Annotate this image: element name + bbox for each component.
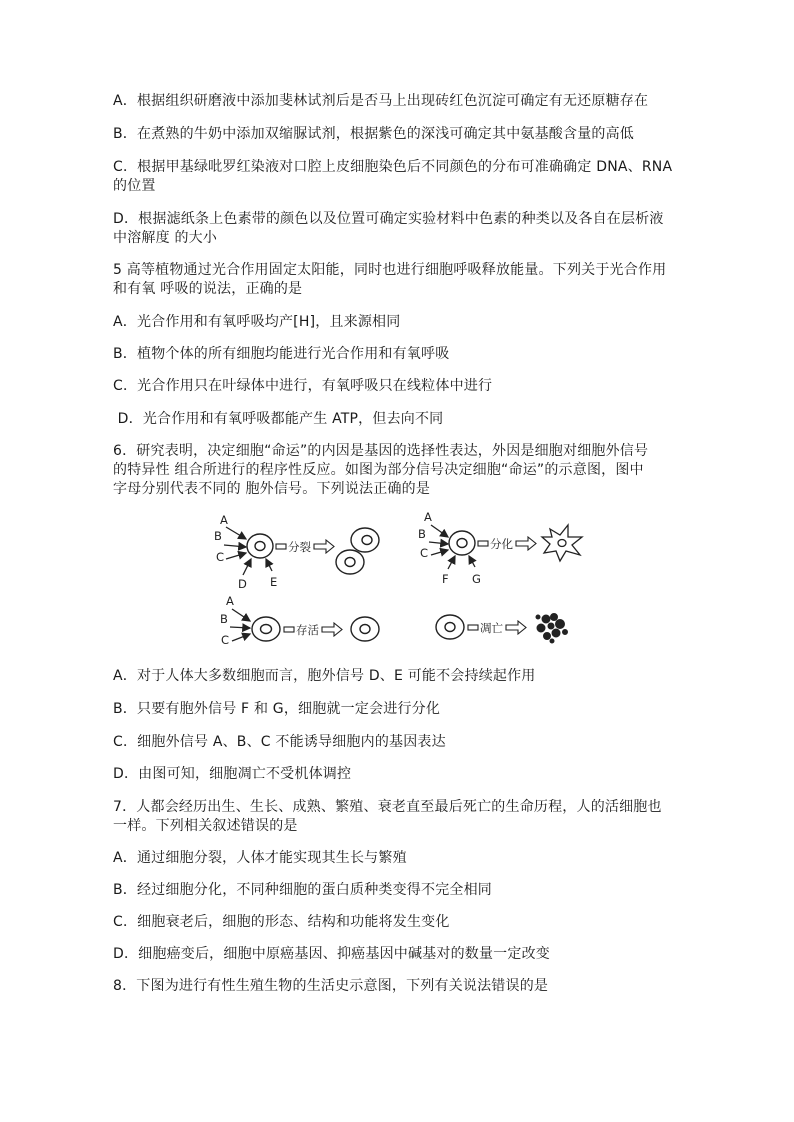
q5-option-b: B．植物个体的所有细胞均能进行光合作用和有氧呼吸 [113, 346, 450, 362]
q7-option-a: A．通过细胞分裂，人体才能实现其生长与繁殖 [113, 850, 407, 866]
q6-stem-line1: 6．研究表明，决定细胞“命运”的内因是基因的选择性表达，外因是细胞对细胞外信号 [113, 443, 649, 459]
process-division: 分裂 [288, 540, 311, 554]
signal-a-2: A [424, 510, 432, 524]
q4-option-a: A．根据组织研磨液中添加斐林试剂后是否马上出现砖红色沉淀可确定有无还原糖存在 [113, 93, 649, 109]
q7-stem-line1: 7．人都会经历出生、生长、成熟、繁殖、衰老直至最后死亡的生命历程，人的活细胞也 [113, 799, 662, 815]
signal-c-2: C [420, 546, 429, 560]
apoptotic-cell-icon [536, 614, 568, 644]
signal-a: A [220, 513, 228, 527]
q5-stem-line2: 和有氧 呼吸的说法，正确的是 [113, 281, 303, 297]
panel-apoptosis [436, 614, 568, 644]
signal-a-3: A [226, 594, 234, 608]
signal-e: E [270, 575, 278, 589]
signal-f: F [442, 572, 449, 586]
q5-stem-line1: 5 高等植物通过光合作用固定太阳能，同时也进行细胞呼吸释放能量。下列关于光合作用 [113, 262, 667, 278]
signal-c: C [216, 550, 225, 564]
panel-division [214, 513, 379, 591]
signal-b-3: B [220, 612, 228, 626]
q7-option-d: D．细胞癌变后，细胞中原癌基因、抑癌基因中碱基对的数量一定改变 [113, 946, 550, 962]
q7-option-b: B．经过细胞分化，不同种细胞的蛋白质种类变得不完全相同 [113, 882, 493, 898]
panel-differentiation [418, 510, 582, 586]
q6-option-c: C．细胞外信号 A、B、C 不能诱导细胞内的基因表达 [113, 734, 446, 750]
q7-stem-line2: 一样。下列相关叙述错误的是 [113, 818, 298, 834]
signal-b-2: B [418, 527, 426, 541]
q6-stem-line2: 的特异性 组合所进行的程序性反应。如图为部分信号决定细胞“命运”的示意图，图中 [113, 462, 644, 478]
signal-d: D [238, 577, 247, 591]
cell-fate-diagram [210, 507, 600, 657]
q8-stem: 8．下图为进行有性生殖生物的生活史示意图，下列有关说法错误的是 [113, 978, 549, 994]
signal-c-3: C [221, 633, 230, 647]
process-survival: 存活 [296, 623, 319, 637]
q4-option-d-line1: D．根据滤纸条上色素带的颜色以及位置可确定实验材料中色素的种类以及各自在层析液 [113, 211, 664, 227]
q4-option-c-line2: 的位置 [113, 178, 156, 194]
signal-g: G [472, 572, 481, 586]
q5-option-c: C．光合作用只在叶绿体中进行，有氧呼吸只在线粒体中进行 [113, 378, 493, 394]
q6-option-b: B．只要有胞外信号 F 和 G，细胞就一定会进行分化 [113, 701, 441, 717]
q4-option-c-line1: C．根据甲基绿吡罗红染液对口腔上皮细胞染色后不同颜色的分布可准确确定 DNA、RNA [113, 159, 673, 175]
q6-option-a: A．对于人体大多数细胞而言，胞外信号 D、E 可能不会持续起作用 [113, 668, 536, 684]
panel-survival [220, 594, 379, 647]
process-apoptosis: 凋亡 [480, 621, 503, 635]
signal-b: B [214, 529, 222, 543]
q6-stem-line3: 字母分别代表不同的 胞外信号。下列说法正确的是 [113, 481, 431, 497]
q4-option-d-line2: 中溶解度 的大小 [113, 230, 218, 246]
q5-option-a: A．光合作用和有氧呼吸均产[H]，且来源相同 [113, 314, 401, 330]
q6-option-d: D．由图可知，细胞凋亡不受机体调控 [113, 766, 352, 782]
q5-option-d: D．光合作用和有氧呼吸都能产生 ATP，但去向不同 [113, 411, 444, 427]
q4-option-b: B．在煮熟的牛奶中添加双缩脲试剂，根据紫色的深浅可确定其中氨基酸含量的高低 [113, 126, 635, 142]
process-differentiation: 分化 [490, 537, 513, 551]
q7-option-c: C．细胞衰老后，细胞的形态、结构和功能将发生变化 [113, 914, 450, 930]
